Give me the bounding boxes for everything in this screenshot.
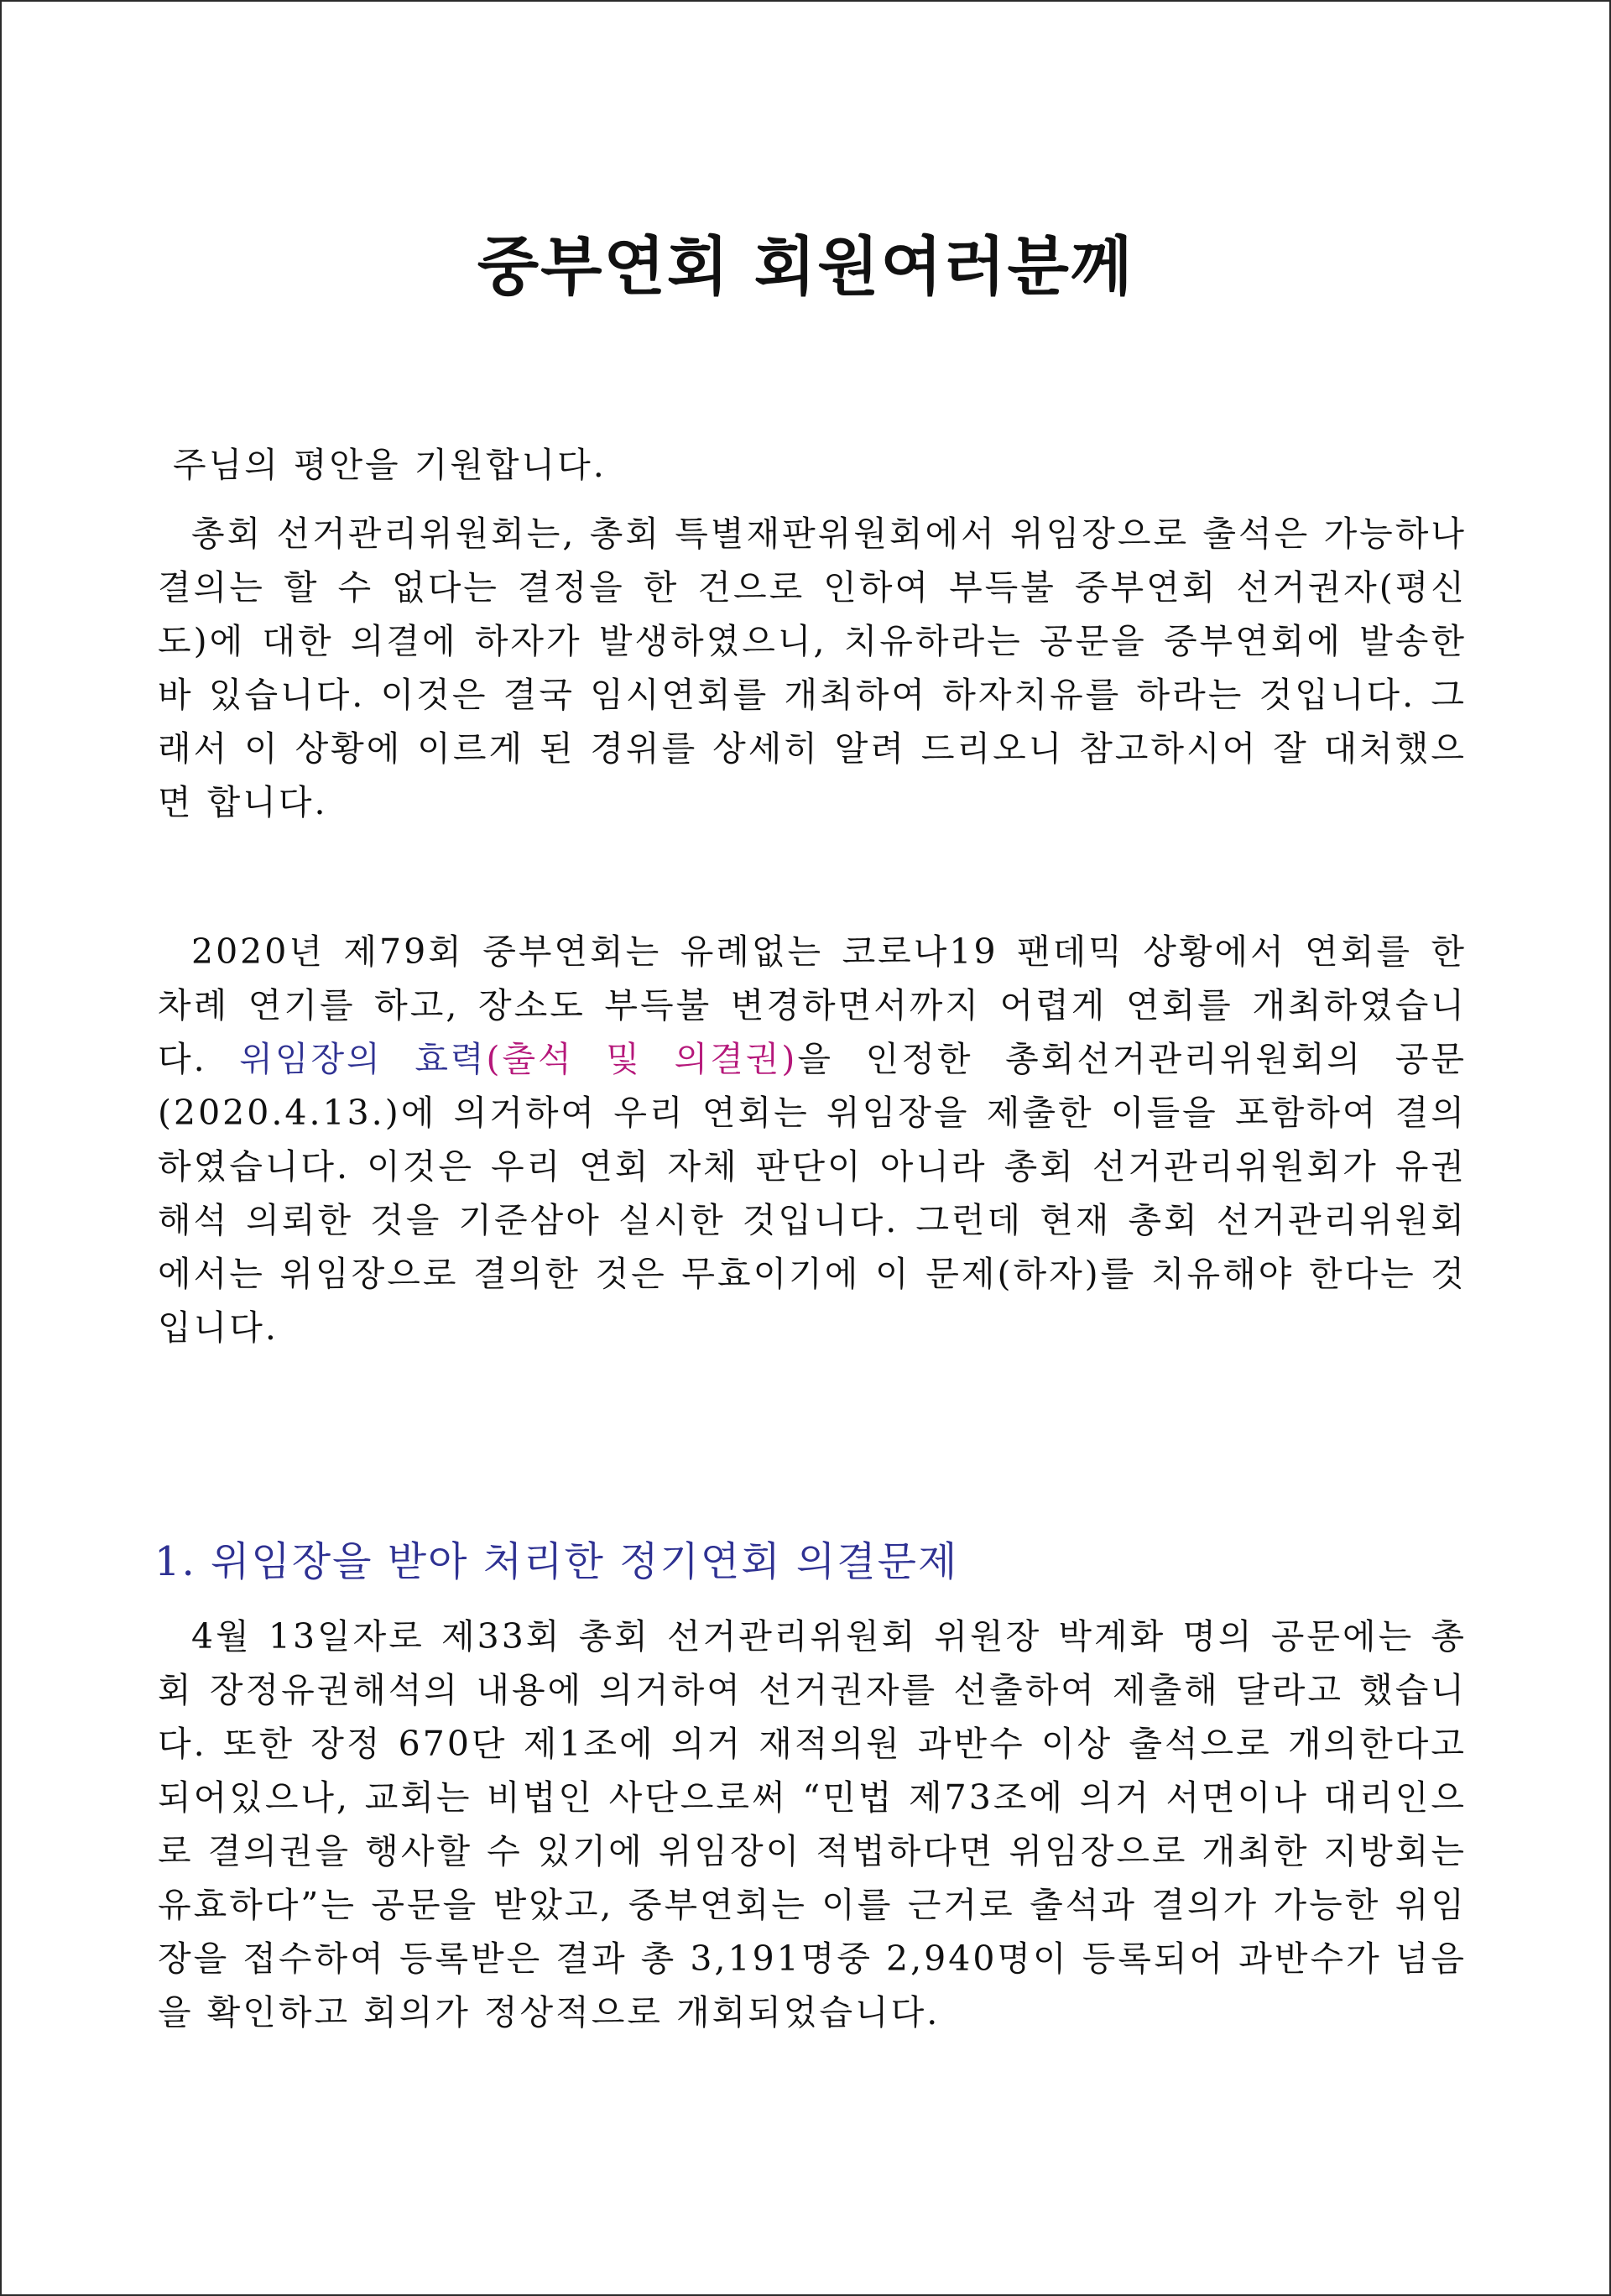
highlight-delegation-validity: 위임장의 효력 xyxy=(239,1039,487,1079)
paragraph-1-text: 총회 선거관리위원회는, 총회 특별재판위원회에서 위임장으로 출석은 가능하나 결의는 할 수 없다는 결정을 한 건으로 인하여 부득불 중부연회 선거권자(평신도)에 대한 의결에 하자가 발생하였으니, 치유하라는 공문을 중부연회에 발송한 바 있습니다. 이것은 결국 임시연회를 개최하여 하자치유를 하라는 것입니다. 그래서 이 상황에 이르게 된 경위를 상세히 알려 드리오니 참고하시어 잘 대처했으면 합니다. xyxy=(158,514,1467,822)
document-title: 중부연회 회원여러분께 xyxy=(477,229,1134,304)
highlight-attendance-voting-rights: (출석 및 의결권) xyxy=(486,1039,798,1079)
paragraph-3-text: 4월 13일자로 제33회 총회 선거관리위원회 위원장 박계화 명의 공문에는 총회 장정유권해석의 내용에 의거하여 선거권자를 선출하여 제출해 달라고 했습니다. 또한 장정 670단 제1조에 의거 재적의원 과반수 이상 출석으로 개의한다고 되어있으나, 교회는 비법인 사단으로써 “민법 제73조에 의거 서면이나 대리인으로 결의권을 행사할 수 있기에 위임장이 적법하다면 위임장으로 개최한 지방회는 유효하다”는 공문을 받았고, 중부연회는 이를 근거로 출석과 결의가 가능한 위임장을 접수하여 등록받은 결과 총 3,191명중 2,940명이 등록되어 과반수가 넘음을 확인하고 회의가 정상적으로 개회되었습니다. xyxy=(158,1616,1467,2032)
section-1-heading: 1. 위임장을 받아 처리한 정기연회 의결문제 xyxy=(154,1538,959,1585)
paragraph-2-text-start: 2020년 제79회 중부연회는 유례없는 코로나19 팬데믹 상황에서 연회를 한 차례 연기를 하고, 장소도 부득불 변경하면서까지 어렵게 연회를 개최하였습니다. xyxy=(158,931,1467,1079)
paragraph-2-text-end: 을 인정한 총회선거관리위원회의 공문(2020.4.13.)에 의거하여 우리 연회는 위임장을 제출한 이들을 포함하여 결의하였습니다. 이것은 우리 연회 자체 판단이 아니라 총회 선거관리위원회가 유권해석 의뢰한 것을 기준삼아 실시한 것입니다. 그런데 현재 총회 선거관리위원회에서는 위임장으로 결의한 것은 무효이기에 이 문제(하자)를 치유해야 한다는 것입니다. xyxy=(158,1039,1467,1348)
greeting: 주님의 평안을 기원합니다. xyxy=(173,445,607,485)
paragraph-1 xyxy=(158,507,1467,829)
paragraph-2 xyxy=(158,925,1467,1354)
paragraph-3 xyxy=(158,1610,1467,2039)
